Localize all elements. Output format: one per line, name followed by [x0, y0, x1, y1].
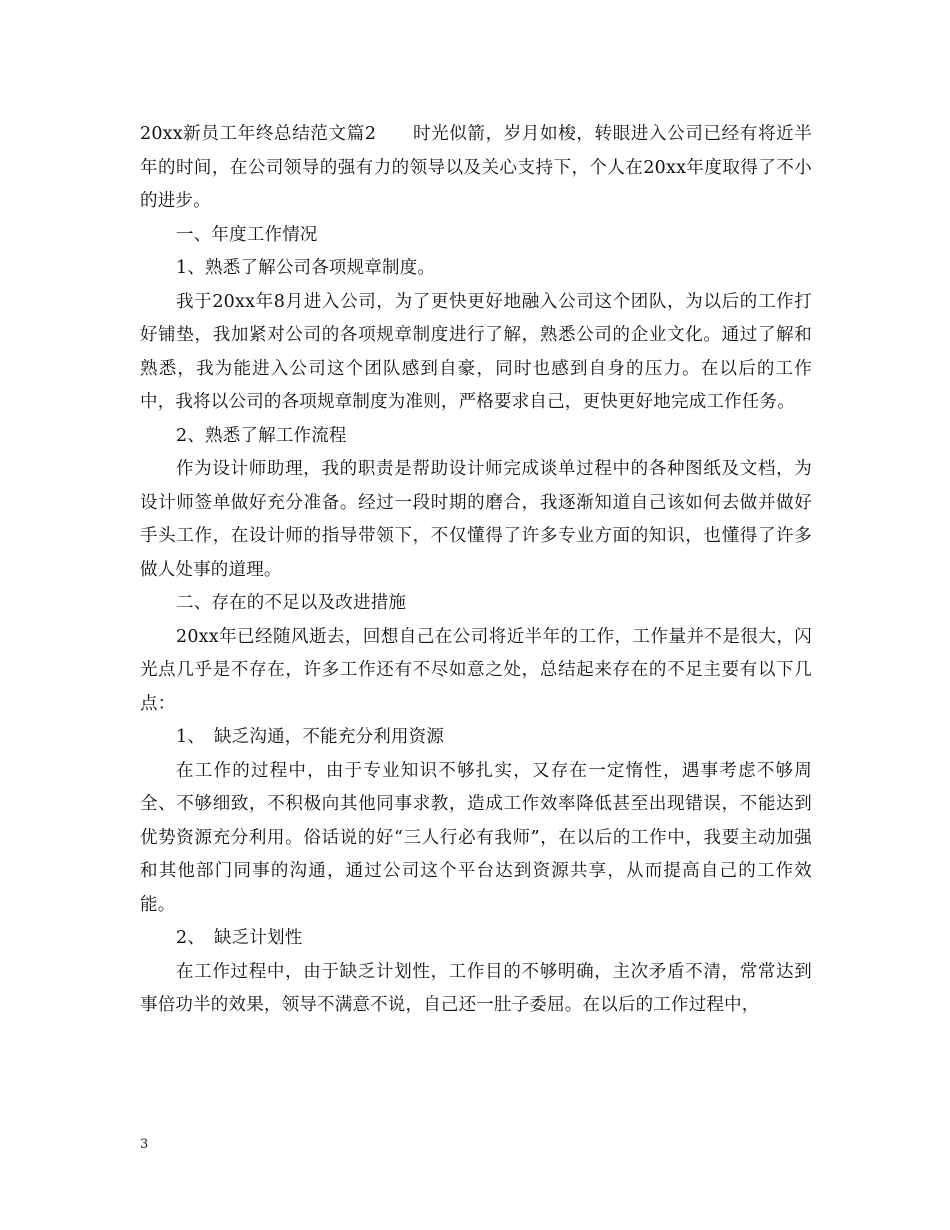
- paragraph: 在工作过程中，由于缺乏计划性，工作目的不够明确，主次矛盾不清，常常达到事倍功半的效果，领导不满意不说，自己还一肚子委屈。在以后的工作过程中，: [140, 961, 812, 1015]
- subsection-heading: 1、熟悉了解公司各项规章制度。: [176, 258, 436, 278]
- subsection-heading: 2、 缺乏计划性: [176, 928, 303, 948]
- paragraph: 20xx新员工年终总结范文篇2 时光似箭，岁月如梭，转眼进入公司已经有将近半年的时间，在公司领导的强有力的领导以及关心支持下，个人在20xx年度取得了不小的进步。: [140, 124, 812, 211]
- document-body: [140, 118, 812, 1023]
- subsection-heading: 2、熟悉了解工作流程: [176, 425, 347, 446]
- paragraph: 20xx年已经随风逝去，回想自己在公司将近半年的工作，工作量并不是很大，闪光点几乎是不存在，许多工作还有不尽如意之处，总结起来存在的不足主要有以下几点：: [140, 626, 812, 714]
- section-heading: 一、年度工作情况: [176, 224, 318, 245]
- paragraph: 我于20xx年8月进入公司，为了更快更好地融入公司这个团队，为以后的工作打好铺垫，我加紧对公司的各项规章制度进行了解，熟悉公司的企业文化。通过了解和熟悉，我为能进入公司这个团队感到自豪，同时也感到自身的压力。在以后的工作中，我将以公司的各项规章制度为准则，严格要求自己，更快更好地完成工作任务。: [140, 291, 812, 412]
- paragraph: 在工作的过程中，由于专业知识不够扎实，又存在一定惰性，遇事考虑不够周全、不够细致，不积极向其他同事求教，造成工作效率降低甚至出现错误，不能达到优势资源充分利用。俗话说的好“三人行必有我师”，在以后的工作中，我要主动加强和其他部门同事的沟通，通过公司这个平台达到资源共享，从而提高自己的工作效能。: [140, 760, 812, 915]
- subsection-heading: 1、 缺乏沟通，不能充分利用资源: [176, 727, 445, 747]
- paragraph: 作为设计师助理，我的职责是帮助设计师完成谈单过程中的各种图纸及文档，为设计师签单做好充分准备。经过一段时期的磨合，我逐渐知道自己该如何去做并做好手头工作，在设计师的指导带领下，不仅懂得了许多专业方面的知识，也懂得了许多做人处事的道理。: [140, 459, 812, 580]
- page-number: 3: [140, 1137, 149, 1152]
- section-heading: 二、存在的不足以及改进措施: [176, 593, 407, 613]
